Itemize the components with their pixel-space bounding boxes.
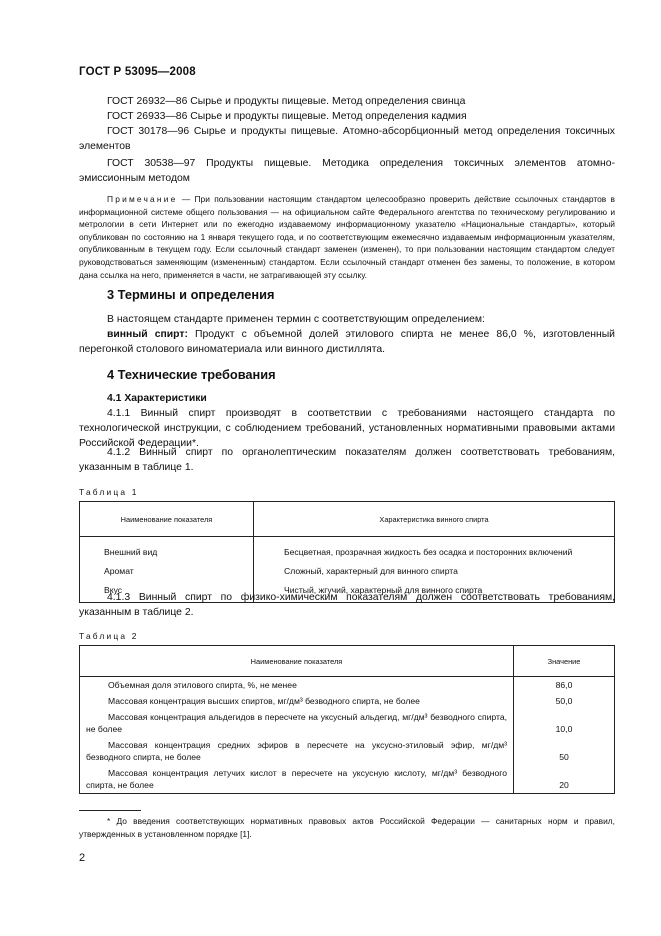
- ref-gost-30178: ГОСТ 30178—96 Сырье и продукты пищевые. Атомно-абсорбционный метод определения токсичных элементов: [79, 126, 615, 153]
- table-row: [80, 693, 615, 709]
- table-cell-text: Объемная доля этилового спирта, %, не менее: [108, 680, 297, 690]
- term-name: винный спирт:: [107, 329, 188, 340]
- section-3-intro: В настоящем стандарте применен термин с соответствующим определением:: [107, 314, 485, 325]
- document-header: ГОСТ Р 53095—2008: [79, 66, 196, 78]
- page-number: 2: [79, 852, 86, 864]
- table-row: [80, 561, 615, 580]
- table-cell: Вкус: [80, 580, 254, 603]
- table-2: [79, 645, 615, 794]
- table-cell-text: Массовая концентрация летучих кислот в пересчете на уксусную кислоту, мг/дм³ безводного спирта, не более: [86, 768, 507, 790]
- table-row: [80, 677, 615, 694]
- footnote-divider: [79, 810, 141, 811]
- paragraph-4-1-2: 4.1.2 Винный спирт по органолептическим показателям должен соответствовать требованиям, указанным в таблице 1.: [79, 447, 615, 474]
- table-cell: 50: [559, 752, 569, 762]
- table-row: [80, 765, 615, 794]
- table-cell: 86,0: [555, 680, 573, 690]
- ref-gost-26932: ГОСТ 26932—86 Сырье и продукты пищевые. Метод определения свинца: [107, 96, 466, 107]
- table-cell: [80, 765, 514, 794]
- section-4-heading: 4 Технические требования: [107, 367, 276, 382]
- table-cell: Аромат: [80, 561, 254, 580]
- table-cell: Бесцветная, прозрачная жидкость без осадка и посторонних включений: [284, 546, 573, 557]
- paragraph-4-1-3: 4.1.3 Винный спирт по физико-химическим показателям должен соответствовать требованиям, указанным в таблице 2.: [79, 592, 615, 619]
- table-cell: [80, 709, 514, 737]
- table-header-cell: Наименование показателя: [80, 646, 514, 677]
- table-2-caption: Таблица 2: [79, 631, 139, 641]
- table-row: [80, 537, 615, 562]
- ref-gost-26933: ГОСТ 26933—86 Сырье и продукты пищевые. Метод определения кадмия: [107, 111, 467, 122]
- ref-gost-30538: ГОСТ 30538—97 Продукты пищевые. Методика определения токсичных элементов атомно-эмиссионным методом: [79, 158, 615, 185]
- table-header-row: [80, 646, 615, 677]
- table-header-row: [80, 502, 615, 537]
- table-header-cell: Наименование показателя: [80, 502, 254, 537]
- table-cell-text: Массовая концентрация альдегидов в пересчете на уксусный альдегид, мг/дм³ безводного спирта, не более: [86, 712, 507, 734]
- footnote: * До введения соответствующих нормативных правовых актов Российской Федерации — санитарных норм и правил, утвержденных в установленном порядке [1].: [79, 816, 615, 839]
- table-row: [80, 737, 615, 765]
- table-cell: Сложный, характерный для винного спирта: [284, 565, 458, 576]
- table-cell: 50,0: [555, 696, 573, 706]
- table-header-cell: Значение: [514, 646, 615, 677]
- note-label: Примечание: [107, 194, 178, 204]
- table-cell: [80, 677, 514, 694]
- paragraph-4-1-1: 4.1.1 Винный спирт производят в соответствии с требованиями настоящего стандарта по технологической инструкции, с соблюдением требований, установленных нормативными правовыми актами Российской Федерации*.: [79, 408, 615, 450]
- table-header-cell: Характеристика винного спирта: [254, 502, 615, 537]
- term-definition: [79, 327, 615, 357]
- table-row: [80, 709, 615, 737]
- term-text: Продукт с объемной долей этилового спирта не менее 86,0 %, изготовленный перегонкой столового виноматериала или винного дистиллята.: [79, 329, 615, 356]
- table-cell: [80, 693, 514, 709]
- table-cell: Чистый, жгучий, характерный для винного спирта: [284, 584, 483, 595]
- subsection-4-1-heading: 4.1 Характеристики: [107, 393, 207, 404]
- note-paragraph: [79, 193, 615, 281]
- table-1-caption: Таблица 1: [79, 487, 139, 497]
- table-cell-text: Массовая концентрация высших спиртов, мг/дм³ безводного спирта, не более: [108, 696, 420, 706]
- table-cell: Внешний вид: [80, 537, 254, 562]
- section-3-heading: 3 Термины и определения: [107, 287, 275, 302]
- table-cell-text: Массовая концентрация средних эфиров в пересчете на уксусно-этиловый эфир, мг/дм³ безводного спирта, не более: [86, 740, 507, 762]
- table-cell: 20: [559, 780, 569, 790]
- table-cell: 10,0: [555, 724, 573, 734]
- note-text: — При пользовании настоящим стандартом целесообразно проверить действие ссылочных стандартов в информационной системе общего пользования — на официальном сайте Федерального агентства по техническому регулированию и метрологии в сети Интернет или по ежегодно издаваемому информационному указателю «Национальные стандарты», который опубликован по состоянию на 1 января текущего года, и по соответствующим ежемесячно издаваемым информационным указателям, опубликованным в текущем году. Если ссылочный стандарт заменен (изменен), то при пользовании настоящим стандартом следует руководствоваться заменяющим (измененным) стандартом. Если ссылочный стандарт отменен без замены, то положение, в котором дана ссылка на него, применяется в части, не затрагивающей эту ссылку.: [79, 194, 616, 280]
- table-cell: [80, 737, 514, 765]
- table-1: [79, 501, 615, 603]
